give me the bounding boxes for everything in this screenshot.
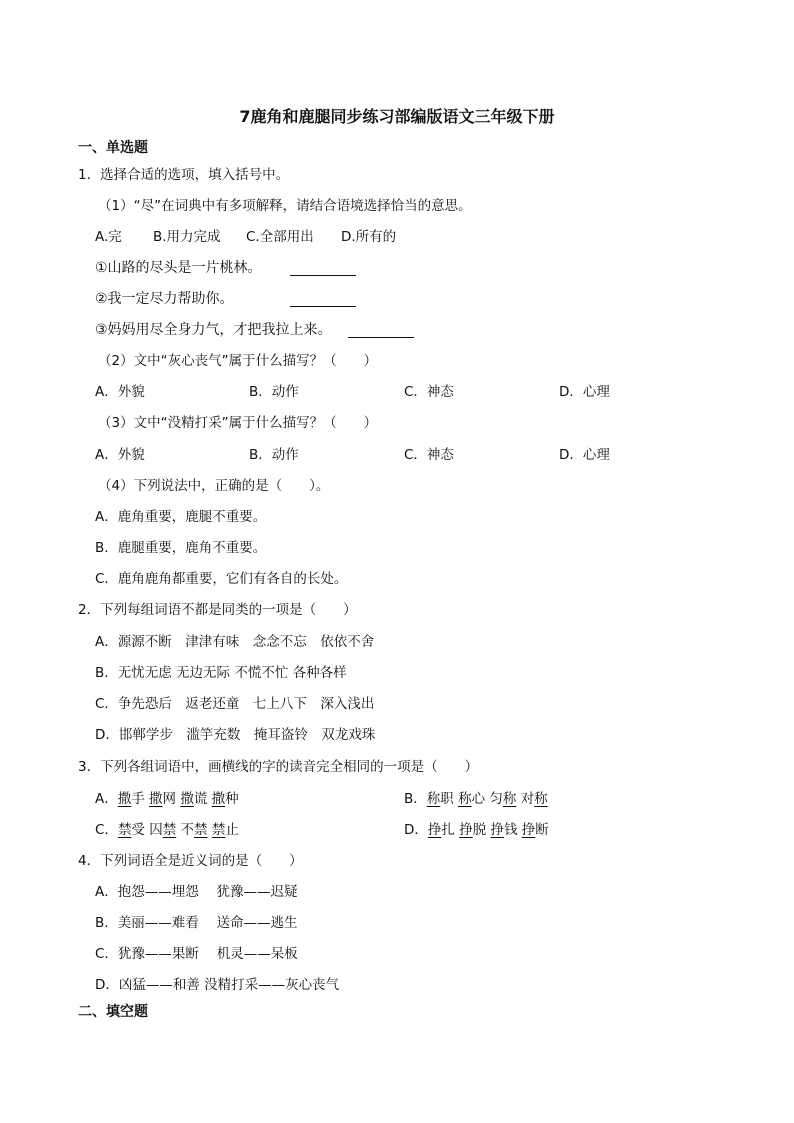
q1-sub1-choice-d: D.所有的 — [341, 229, 397, 245]
q1-sub2-option-b: B．动作 — [249, 384, 299, 400]
q2-option-d: D．邯郸学步 滥竽充数 掩耳盗铃 双龙戏珠 — [95, 727, 376, 743]
q3-b-underlined-char: 称 — [502, 791, 517, 807]
q3-a-char: 种 — [225, 791, 239, 807]
q1-sub1-choice-a: A.完 — [95, 229, 122, 245]
q3-b-char: 对 — [520, 791, 535, 807]
q3-option-c — [95, 820, 239, 840]
q3-d-underlined-char: 挣 — [490, 822, 504, 838]
q3-d-underlined-char: 挣 — [521, 822, 536, 838]
q2-option-b: B．无忧无虑 无边无际 不慌不忙 各种各样 — [95, 665, 347, 681]
page-title: 7鹿角和鹿腿同步练习部编版语文三年级下册 — [239, 107, 555, 126]
q3-a-char: 谎 — [193, 791, 208, 807]
q1-sub3-option-b: B．动作 — [249, 447, 299, 463]
q3-c-label: C． — [95, 822, 118, 838]
q3-b-underlined-char: 称 — [426, 791, 441, 807]
q1-sub1-item-3: ③妈妈用尽全身力气，才把我拉上来。 — [95, 322, 332, 338]
q3-c-underlined-char: 禁 — [162, 822, 177, 838]
q3-d-underlined-char: 挣 — [427, 822, 442, 838]
q1-sub4-option-c: C．鹿角鹿角都重要，它们有各自的长处。 — [95, 571, 348, 587]
q3-d-label: D． — [404, 822, 428, 838]
q4-option-c: C．犹豫——果断 机灵——呆板 — [95, 946, 298, 962]
q3-c-char: 囚 — [149, 822, 163, 838]
section-heading-fill-in: 二、填空题 — [78, 1004, 148, 1020]
q3-a-underlined-char: 撒 — [117, 791, 132, 807]
q3-c-char: 止 — [225, 822, 239, 838]
q3-a-underlined-char: 撒 — [180, 791, 194, 807]
question-1-sub2-stem: （2）文中“灰心丧气”属于什么描写？（ ） — [98, 353, 378, 369]
q3-a-label: A． — [95, 791, 118, 807]
q1-sub1-blank-2[interactable] — [290, 292, 356, 307]
q3-c-char: 不 — [180, 822, 195, 838]
question-1-sub3-stem: （3）文中“没精打采”属于什么描写？（ ） — [98, 415, 378, 431]
q3-c-underlined-char: 禁 — [117, 822, 132, 838]
q1-sub2-option-d: D．心理 — [559, 384, 610, 400]
q3-c-underlined-char: 禁 — [211, 822, 226, 838]
question-2-stem: 2．下列每组词语不都是同类的一项是（ ） — [78, 602, 357, 618]
q1-sub3-option-c: C．神态 — [404, 447, 454, 463]
question-3-stem: 3．下列各组词语中，画横线的字的读音完全相同的一项是（ ） — [78, 759, 479, 775]
q3-c-char: 受 — [131, 822, 145, 838]
q1-sub2-option-c: C．神态 — [404, 384, 454, 400]
q3-b-char: 职 — [440, 791, 454, 807]
q3-d-underlined-char: 挣 — [459, 822, 473, 838]
q4-option-a: A．抱怨——埋怨 犹豫——迟疑 — [95, 884, 298, 900]
q3-b-underlined-char: 称 — [458, 791, 472, 807]
q3-d-char: 扎 — [441, 822, 455, 838]
q3-b-underlined-char: 称 — [534, 791, 548, 807]
q4-option-b: B．美丽——难看 送命——逃生 — [95, 915, 298, 931]
q3-option-d — [404, 820, 549, 840]
q1-sub3-option-d: D．心理 — [559, 447, 610, 463]
q3-b-char: 心 — [471, 791, 486, 807]
q1-sub4-option-a: A．鹿角重要，鹿腿不重要。 — [95, 509, 267, 525]
q3-a-underlined-char: 撒 — [149, 791, 163, 807]
q2-option-c: C．争先恐后 返老还童 七上八下 深入浅出 — [95, 696, 375, 712]
q2-option-a: A．源源不断 津津有味 念念不忘 依依不舍 — [95, 634, 375, 650]
q1-sub4-option-b: B．鹿腿重要，鹿角不重要。 — [95, 540, 267, 556]
q3-option-b — [404, 789, 548, 809]
q1-sub1-item-1: ①山路的尽头是一片桃林。 — [95, 260, 262, 276]
q3-option-a — [95, 789, 239, 809]
question-1-stem: 1．选择合适的选项，填入括号中。 — [78, 167, 290, 183]
q3-a-underlined-char: 撒 — [211, 791, 226, 807]
q4-option-d: D．凶猛——和善 没精打采——灰心丧气 — [95, 977, 340, 993]
q3-d-char: 断 — [535, 822, 549, 838]
q3-b-label: B． — [404, 791, 427, 807]
q1-sub2-option-a: A．外貌 — [95, 384, 145, 400]
question-4-stem: 4．下列词语全是近义词的是（ ） — [78, 853, 303, 869]
q1-sub1-item-2: ②我一定尽力帮助你。 — [95, 291, 234, 307]
q3-d-char: 脱 — [472, 822, 487, 838]
q1-sub3-option-a: A．外貌 — [95, 447, 145, 463]
q3-a-char: 网 — [162, 791, 177, 807]
q1-sub1-blank-3[interactable] — [348, 323, 414, 338]
q1-sub1-blank-1[interactable] — [290, 261, 356, 276]
q3-c-underlined-char: 禁 — [194, 822, 208, 838]
q3-d-char: 钱 — [504, 822, 518, 838]
section-heading-single-choice: 一、单选题 — [78, 140, 148, 156]
question-1-sub4-stem: （4）下列说法中，正确的是（ ）。 — [98, 478, 330, 494]
q1-sub1-choice-c: C.全部用出 — [246, 229, 314, 245]
q3-a-char: 手 — [131, 791, 145, 807]
question-1-sub1-stem: （1）“尽”在词典中有多项解释，请结合语境选择恰当的意思。 — [98, 198, 472, 214]
q3-b-char: 匀 — [489, 791, 503, 807]
q1-sub1-choice-b: B.用力完成 — [153, 229, 221, 245]
